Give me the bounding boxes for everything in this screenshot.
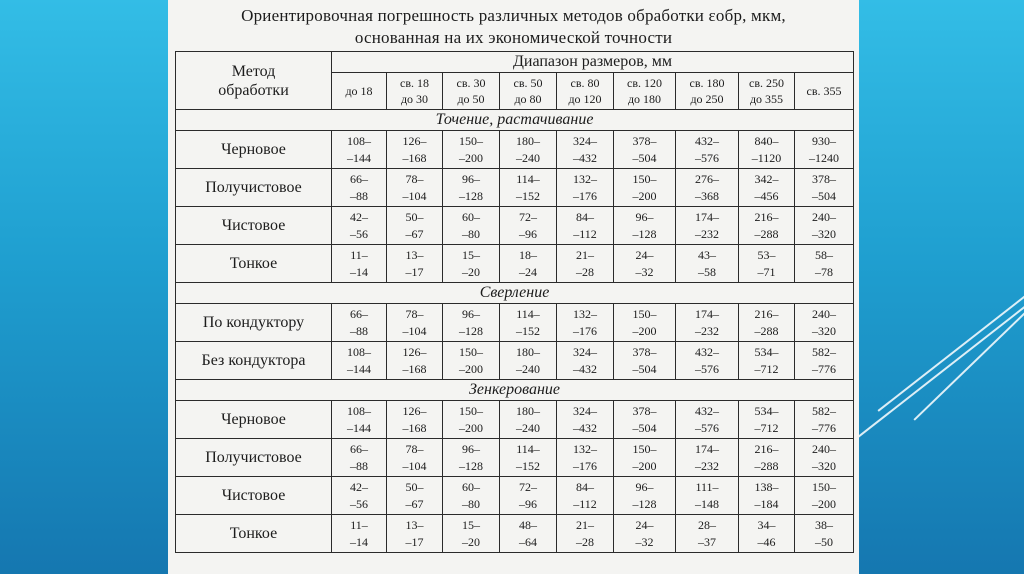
range-column-header: св. 250 до 355 [739,73,795,110]
tolerance-cell: 96– –128 [614,207,676,245]
method-header-line-2: обработки [218,81,289,99]
method-label: Тонкое [176,515,332,553]
method-label: Получистовое [176,439,332,477]
tolerance-cell: 930– –1240 [795,131,854,169]
tolerance-cell: 378– –504 [614,342,676,380]
method-label: Тонкое [176,245,332,283]
tolerance-cell: 78– –104 [387,439,443,477]
tolerance-cell: 432– –576 [676,131,739,169]
tolerance-cell: 78– –104 [387,304,443,342]
tolerance-cell: 174– –232 [676,304,739,342]
table-row [176,477,854,515]
accuracy-table [175,51,854,553]
tolerance-cell: 53– –71 [739,245,795,283]
range-column-header: до 18 [332,73,387,110]
tolerance-cell: 58– –78 [795,245,854,283]
tolerance-cell: 534– –712 [739,342,795,380]
tolerance-cell: 84– –112 [557,207,614,245]
tolerance-cell: 114– –152 [500,169,557,207]
page-title [168,5,859,49]
tolerance-cell: 840– –1120 [739,131,795,169]
tolerance-cell: 42– –56 [332,207,387,245]
table-row [176,245,854,283]
tolerance-cell: 96– –128 [443,439,500,477]
range-column-header: св. 180 до 250 [676,73,739,110]
range-column-header: св. 80 до 120 [557,73,614,110]
section-header: Точение, растачивание [176,110,854,131]
range-column-header: св. 120 до 180 [614,73,676,110]
tolerance-cell: 13– –17 [387,515,443,553]
method-label: Черновое [176,401,332,439]
tolerance-cell: 24– –32 [614,515,676,553]
method-label: По кондуктору [176,304,332,342]
tolerance-cell: 43– –58 [676,245,739,283]
tolerance-cell: 126– –168 [387,401,443,439]
tolerance-cell: 378– –504 [795,169,854,207]
range-column-header: св. 355 [795,73,854,110]
tolerance-cell: 174– –232 [676,207,739,245]
decorative-line [878,281,1024,411]
tolerance-cell: 432– –576 [676,401,739,439]
tolerance-cell: 42– –56 [332,477,387,515]
tolerance-cell: 114– –152 [500,304,557,342]
tolerance-cell: 11– –14 [332,515,387,553]
tolerance-cell: 132– –176 [557,439,614,477]
tolerance-cell: 60– –80 [443,207,500,245]
tolerance-cell: 150– –200 [443,342,500,380]
tolerance-cell: 60– –80 [443,477,500,515]
tolerance-cell: 216– –288 [739,304,795,342]
range-header: Диапазон размеров, мм [332,52,854,73]
tolerance-cell: 132– –176 [557,169,614,207]
tolerance-cell: 50– –67 [387,207,443,245]
tolerance-cell: 66– –88 [332,304,387,342]
tolerance-cell: 114– –152 [500,439,557,477]
tolerance-cell: 21– –28 [557,245,614,283]
tolerance-cell: 378– –504 [614,131,676,169]
tolerance-cell: 150– –200 [795,477,854,515]
tolerance-cell: 150– –200 [443,131,500,169]
tolerance-cell: 126– –168 [387,342,443,380]
table-row [176,515,854,553]
tolerance-cell: 96– –128 [443,304,500,342]
range-column-header: св. 18 до 30 [387,73,443,110]
decorative-line [858,288,1024,437]
tolerance-cell: 240– –320 [795,439,854,477]
tolerance-cell: 180– –240 [500,342,557,380]
tolerance-cell: 34– –46 [739,515,795,553]
table-row [176,207,854,245]
section-header: Сверление [176,283,854,304]
tolerance-cell: 324– –432 [557,342,614,380]
tolerance-cell: 15– –20 [443,515,500,553]
tolerance-cell: 66– –88 [332,439,387,477]
table-row [176,342,854,380]
tolerance-cell: 24– –32 [614,245,676,283]
tolerance-cell: 324– –432 [557,131,614,169]
title-line-1: Ориентировочная погрешность различных методов обработки εобр, мкм, [241,6,786,25]
tolerance-cell: 126– –168 [387,131,443,169]
method-label: Получистовое [176,169,332,207]
tolerance-cell: 342– –456 [739,169,795,207]
tolerance-cell: 432– –576 [676,342,739,380]
method-label: Чистовое [176,207,332,245]
tolerance-cell: 150– –200 [614,439,676,477]
tolerance-cell: 582– –776 [795,401,854,439]
tolerance-cell: 180– –240 [500,131,557,169]
tolerance-cell: 38– –50 [795,515,854,553]
tolerance-cell: 324– –432 [557,401,614,439]
table-row [176,304,854,342]
tolerance-cell: 150– –200 [614,169,676,207]
tolerance-cell: 276– –368 [676,169,739,207]
tolerance-cell: 111– –148 [676,477,739,515]
tolerance-cell: 378– –504 [614,401,676,439]
tolerance-cell: 582– –776 [795,342,854,380]
tolerance-cell: 108– –144 [332,131,387,169]
table-row [176,131,854,169]
tolerance-cell: 138– –184 [739,477,795,515]
tolerance-cell: 108– –144 [332,401,387,439]
range-column-header: св. 50 до 80 [500,73,557,110]
table-row [176,401,854,439]
tolerance-cell: 174– –232 [676,439,739,477]
tolerance-cell: 150– –200 [614,304,676,342]
document-page [168,0,859,574]
tolerance-cell: 66– –88 [332,169,387,207]
tolerance-cell: 216– –288 [739,207,795,245]
tolerance-cell: 132– –176 [557,304,614,342]
range-column-header: св. 30 до 50 [443,73,500,110]
tolerance-cell: 21– –28 [557,515,614,553]
tolerance-cell: 216– –288 [739,439,795,477]
tolerance-cell: 18– –24 [500,245,557,283]
table-row [176,169,854,207]
tolerance-cell: 96– –128 [443,169,500,207]
tolerance-cell: 72– –96 [500,207,557,245]
tolerance-cell: 150– –200 [443,401,500,439]
method-label: Чистовое [176,477,332,515]
tolerance-cell: 240– –320 [795,207,854,245]
method-column-header [176,52,332,110]
tolerance-cell: 11– –14 [332,245,387,283]
section-header: Зенкерование [176,380,854,401]
tolerance-cell: 78– –104 [387,169,443,207]
tolerance-cell: 240– –320 [795,304,854,342]
table-row [176,439,854,477]
tolerance-cell: 28– –37 [676,515,739,553]
tolerance-cell: 180– –240 [500,401,557,439]
tolerance-cell: 84– –112 [557,477,614,515]
method-label: Без кондуктора [176,342,332,380]
tolerance-cell: 108– –144 [332,342,387,380]
tolerance-cell: 13– –17 [387,245,443,283]
tolerance-cell: 48– –64 [500,515,557,553]
tolerance-cell: 534– –712 [739,401,795,439]
tolerance-cell: 96– –128 [614,477,676,515]
tolerance-cell: 15– –20 [443,245,500,283]
tolerance-cell: 72– –96 [500,477,557,515]
title-line-2: основанная на их экономической точности [354,28,673,47]
method-label: Черновое [176,131,332,169]
tolerance-cell: 50– –67 [387,477,443,515]
method-header-line-1: Метод [231,62,276,80]
